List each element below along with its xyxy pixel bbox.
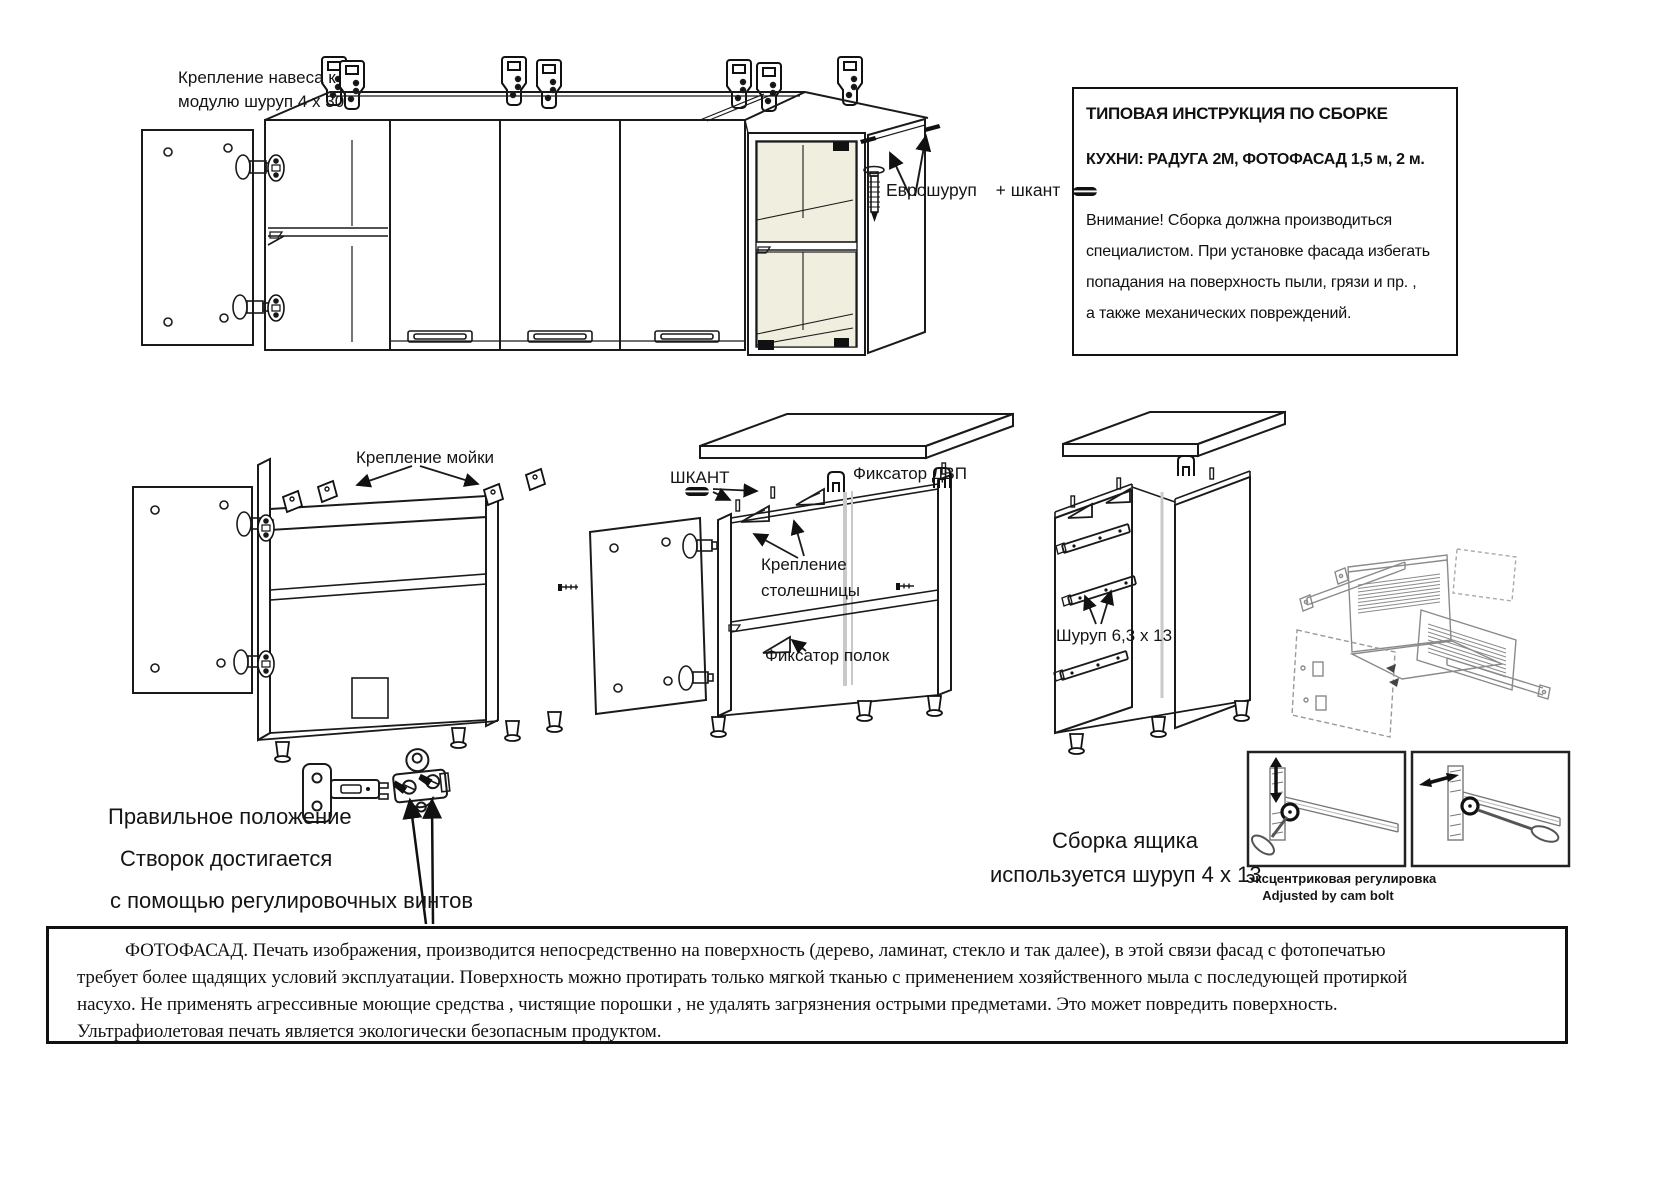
hinge-plate-icon [268, 155, 284, 181]
dowel-plus-label: + шкант [995, 180, 1061, 200]
warning-line: Внимание! Сборка должна производиться [1086, 212, 1393, 229]
drawer-exploded-diagram [1292, 549, 1550, 737]
warning-line: а также механических повреждений. [1086, 305, 1352, 322]
door-handle-icon [408, 331, 719, 342]
dowel-label: ШКАНТ [670, 468, 730, 487]
drawer-cabinet-diagram [1054, 456, 1250, 754]
countertop-mount-line1: Крепление [761, 555, 847, 574]
wall-mount-label-line2: модулю шуруп 4 x 30 [178, 92, 345, 111]
screw-size-label: Шуруп 6,3 х 13 [1056, 626, 1173, 645]
corner-bracket-icon [758, 340, 774, 350]
cam-adjust-caption [1246, 870, 1437, 904]
drawer-slide-icon [1054, 651, 1128, 681]
screw-icon [896, 583, 914, 590]
screw-icon [558, 584, 578, 591]
euroscrew-label-row [886, 180, 1097, 201]
sink-cabinet-diagram [133, 459, 562, 762]
hinge-plate-icon [268, 295, 284, 321]
cabinet-leg-icon [275, 742, 290, 762]
base-door-panel [133, 487, 273, 693]
hinge-note-line1: Правильное положение [108, 804, 352, 829]
screw-icon [924, 124, 941, 132]
shelf-clip-icon [270, 232, 282, 238]
drawer-slide-icon [1062, 576, 1136, 606]
drawer-note-line2: используется шуруп 4 х 13 [990, 862, 1262, 887]
sink-bracket-icon [283, 491, 302, 512]
base-cabinet-exploded-diagram [558, 463, 951, 737]
hinge-icon [679, 666, 713, 690]
countertop-panel [700, 414, 1013, 458]
instruction-subtitle: КУХНИ: РАДУГА 2М, ФОТОФАСАД 1,5 м, 2 м. [1086, 151, 1425, 168]
shelf-fixator-label: Фиксатор полок [765, 646, 890, 665]
wall-mount-label [178, 66, 344, 114]
warning-line: специалистом. При установке фасада избегать [1086, 243, 1430, 260]
care-note-line2: требует более щадящих условий эксплуатации. Поверхность можно протирать только мягкой тканью с применением хозяйственного мыла с последующей протиркой [77, 967, 1408, 988]
countertop-mount-line2: столешницы [761, 581, 861, 600]
hinge-plate-icon [258, 651, 274, 677]
cabinet-leg-icon [1069, 734, 1084, 754]
corner-bracket-icon [834, 338, 849, 347]
care-note-line1: ФОТОФАСАД. Печать изображения, производится непосредственно на поверхность (дерево, ламинат, стекло и так далее), в этой связи фасад с фотопечатью [125, 940, 1386, 961]
drawer-slide-icon [1056, 524, 1130, 554]
hanging-bracket-icon [502, 57, 526, 105]
sink-bracket-icon [484, 484, 503, 505]
cabinet-leg-icon [857, 701, 872, 721]
instruction-title: ТИПОВАЯ ИНСТРУКЦИЯ ПО СБОРКЕ [1086, 104, 1388, 123]
sink-mount-label: Крепление мойки [356, 448, 495, 467]
sink-bracket-icon [526, 469, 545, 490]
hinge-adjustment-icon [389, 746, 451, 814]
hinge-icon [233, 295, 269, 319]
photofacade-care-note [46, 926, 1568, 1044]
warning-line: попадания на поверхность пыли, грязи и пр. , [1086, 274, 1417, 291]
euroscrew-label: Еврошуруп [886, 180, 977, 200]
cam-adjust-frame-vertical [1248, 752, 1405, 866]
cabinet-leg-icon [451, 728, 466, 748]
cam-adjust-frame-horizontal [1412, 752, 1569, 866]
cam-caption-line2: Adjusted by cam bolt [1262, 888, 1394, 903]
drawer-assembly-note [990, 824, 1260, 892]
hdf-clip-icon [1178, 456, 1194, 476]
hinge-note-line3: с помощью регулировочных винтов [110, 888, 474, 913]
countertop-panel [1063, 412, 1285, 456]
hanging-bracket-icon [537, 60, 561, 108]
base-door-panel [590, 518, 717, 714]
instruction-title-box [1072, 87, 1458, 356]
hinge-note-line2: Створок достигается [120, 846, 333, 871]
cabinet-leg-icon [711, 717, 726, 737]
hinge-plate-icon [258, 515, 274, 541]
corner-glass-module [748, 133, 865, 355]
sink-bracket-icon [318, 481, 337, 502]
care-note-line3: насухо. Не применять агрессивные моющие средства , чистящие порошки , не удалять загрязнения острыми предметами. Это может повредить поверхность. [77, 994, 1338, 1015]
cam-caption-line1: Эксцентриковая регулировка [1246, 871, 1437, 886]
wall-door-panel [142, 130, 272, 345]
cabinet-leg-icon [1151, 717, 1166, 737]
countertop-bracket-icon [1106, 489, 1130, 503]
cabinet-leg-icon [927, 696, 942, 716]
countertop-mount-label [761, 552, 860, 604]
hdf-fixator-label: Фиксатор ДВП [853, 464, 967, 483]
cabinet-leg-icon [505, 721, 520, 741]
dowel-pin-icon [685, 487, 709, 496]
instruction-warning [1086, 205, 1446, 329]
care-note-line4: Ультрафиолетовая печать является экологически безопасным продуктом. [77, 1021, 662, 1042]
cabinet-leg-icon [1234, 701, 1249, 721]
drawer-note-line1: Сборка ящика [1051, 828, 1199, 853]
hdf-clip-icon [828, 472, 844, 492]
hanging-bracket-icon [838, 57, 862, 105]
wall-mount-label-line1: Крепление навеса к [178, 68, 336, 87]
corner-bracket-icon [833, 142, 849, 151]
cabinet-leg-icon [547, 712, 562, 732]
